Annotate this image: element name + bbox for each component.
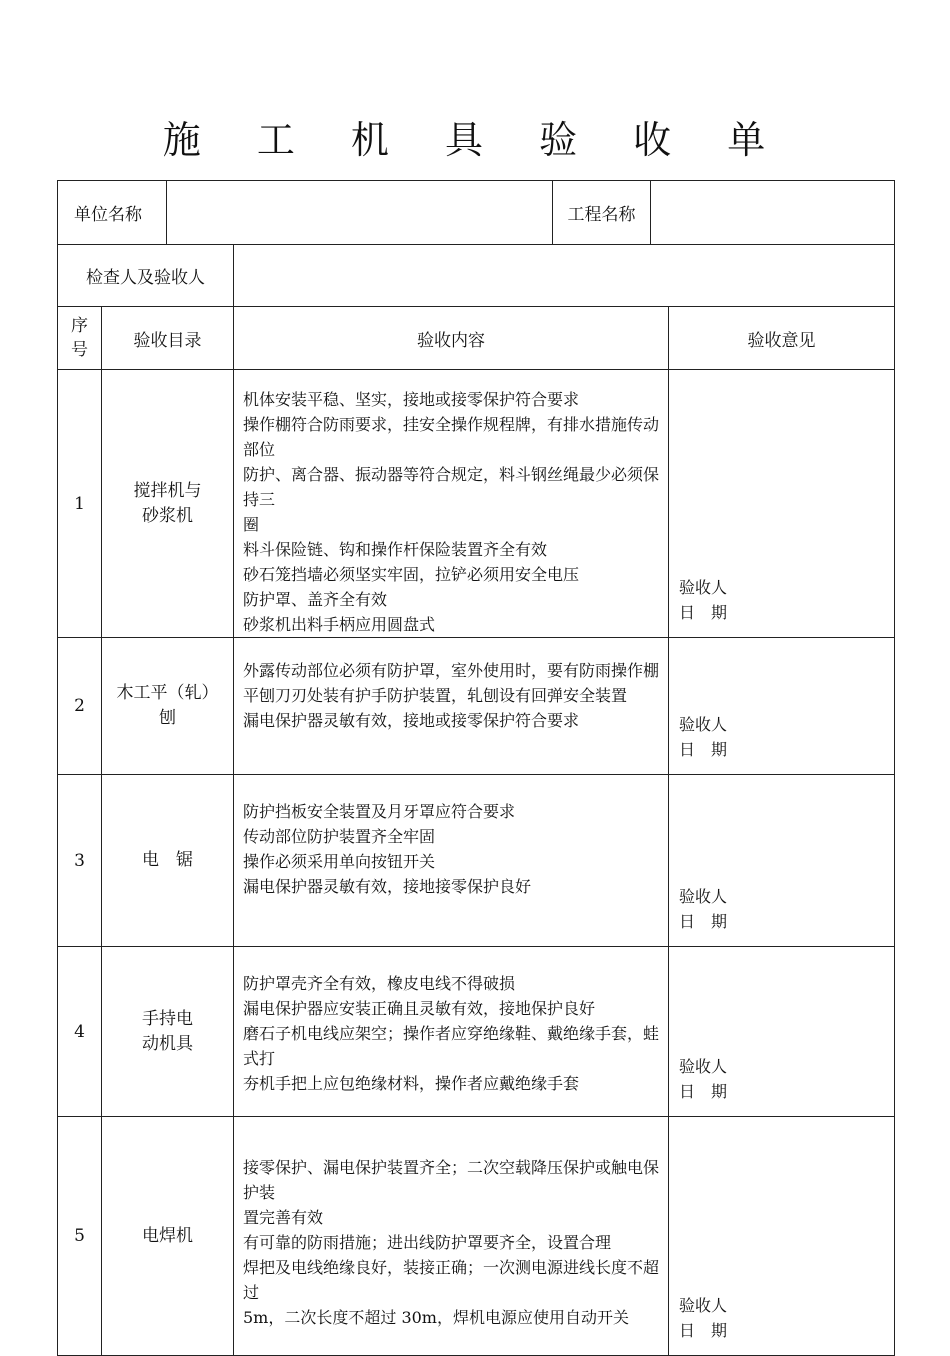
content-line: 漏电保护器灵敏有效，接地接零保护良好: [243, 877, 532, 896]
date-label: 日期: [679, 603, 744, 622]
content-line: 防护、离合器、振动器等符合规定，料斗钢丝绳最少必须保持三: [243, 465, 660, 509]
date-label: 日期: [679, 912, 744, 931]
row-seq: 4: [58, 947, 102, 1117]
row-content: [234, 370, 669, 638]
row-content: [234, 775, 669, 947]
table-row: [58, 370, 895, 638]
row-opinion[interactable]: [669, 775, 895, 947]
row-category-text: 搅拌机与砂浆机: [133, 480, 202, 526]
content-line: 防护罩壳齐全有效，橡皮电线不得破损: [243, 974, 516, 993]
row-content: [234, 638, 669, 775]
project-name-field[interactable]: [651, 181, 895, 245]
date-label: 日期: [679, 1321, 744, 1340]
column-header-category: 验收目录: [102, 307, 234, 370]
row-opinion[interactable]: [669, 1117, 895, 1356]
table-row: [58, 638, 895, 775]
row-content: [234, 947, 669, 1117]
acceptor-label: 验收人: [679, 887, 728, 906]
column-header-opinion: 验收意见: [669, 307, 895, 370]
content-line: 机体安装平稳、坚实，接地或接零保护符合要求: [243, 390, 580, 409]
row-opinion[interactable]: [669, 947, 895, 1117]
content-line: 有可靠的防雨措施；进出线防护罩要齐全，设置合理: [243, 1233, 612, 1252]
unit-name-label: 单位名称: [58, 181, 167, 245]
table-row: [58, 947, 895, 1117]
row-category-text: 手持电动机具: [142, 1008, 193, 1054]
row-category: [102, 947, 234, 1117]
date-label: 日期: [679, 740, 744, 759]
column-header-seq: [58, 307, 102, 370]
row-opinion[interactable]: [669, 370, 895, 638]
column-header-seq-text: 序号: [71, 316, 88, 360]
content-line: 砂石笼挡墙必须坚实牢固，拉铲必须用安全电压: [243, 565, 580, 584]
table-row: [58, 775, 895, 947]
acceptance-form-table: [57, 180, 895, 1356]
row-category: [102, 638, 234, 775]
content-line: 5m，二次长度不超过 30m，焊机电源应使用自动开关: [243, 1308, 629, 1327]
content-line: 漏电保护器应安装正确且灵敏有效，接地保护良好: [243, 999, 596, 1018]
content-line: 操作棚符合防雨要求，挂安全操作规程牌，有排水措施传动部位: [243, 415, 660, 459]
row-content: [234, 1117, 669, 1356]
content-line: 防护罩、盖齐全有效: [243, 590, 388, 609]
inspector-field[interactable]: [234, 245, 895, 307]
row-category-text: 木工平（轧）刨: [116, 683, 219, 728]
unit-name-field[interactable]: [167, 181, 553, 245]
acceptor-label: 验收人: [679, 1057, 728, 1076]
row-seq: 3: [58, 775, 102, 947]
acceptor-label: 验收人: [679, 715, 728, 734]
content-line: 传动部位防护装置齐全牢固: [243, 827, 436, 846]
row-category: [102, 370, 234, 638]
content-line: 操作必须采用单向按钮开关: [243, 852, 436, 871]
content-line: 磨石子机电线应架空；操作者应穿绝缘鞋、戴绝缘手套，蛙式打: [243, 1024, 660, 1068]
content-line: 防护挡板安全装置及月牙罩应符合要求: [243, 802, 516, 821]
row-opinion[interactable]: [669, 638, 895, 775]
content-line: 圈: [243, 515, 260, 534]
content-line: 料斗保险链、钩和操作杆保险装置齐全有效: [243, 540, 548, 559]
row-category: 电焊机: [102, 1117, 234, 1356]
column-header-content: 验收内容: [234, 307, 669, 370]
content-line: 接零保护、漏电保护装置齐全；二次空载降压保护或触电保护装: [243, 1158, 660, 1202]
content-line: 平刨刀刃处装有护手防护装置，轧刨设有回弹安全装置: [243, 686, 628, 705]
row-category: 电 锯: [102, 775, 234, 947]
document-title: 施 工 机 具 验 收 单: [162, 118, 788, 162]
content-line: 外露传动部位必须有防护罩，室外使用时，要有防雨操作棚: [243, 661, 660, 680]
row-seq: 5: [58, 1117, 102, 1356]
content-line: 夯机手把上应包绝缘材料，操作者应戴绝缘手套: [243, 1074, 580, 1093]
acceptor-label: 验收人: [679, 578, 728, 597]
date-label: 日期: [679, 1082, 744, 1101]
inspector-label: 检查人及验收人: [58, 245, 234, 307]
content-line: 焊把及电线绝缘良好，装接正确；一次测电源进线长度不超过: [243, 1258, 660, 1302]
row-seq: 1: [58, 370, 102, 638]
table-row: [58, 1117, 895, 1356]
content-line: 置完善有效: [243, 1208, 324, 1227]
content-line: 漏电保护器灵敏有效，接地或接零保护符合要求: [243, 711, 580, 730]
acceptor-label: 验收人: [679, 1296, 728, 1315]
row-seq: 2: [58, 638, 102, 775]
content-line: 砂浆机出料手柄应用圆盘式: [243, 615, 436, 634]
project-name-label: 工程名称: [553, 181, 651, 245]
